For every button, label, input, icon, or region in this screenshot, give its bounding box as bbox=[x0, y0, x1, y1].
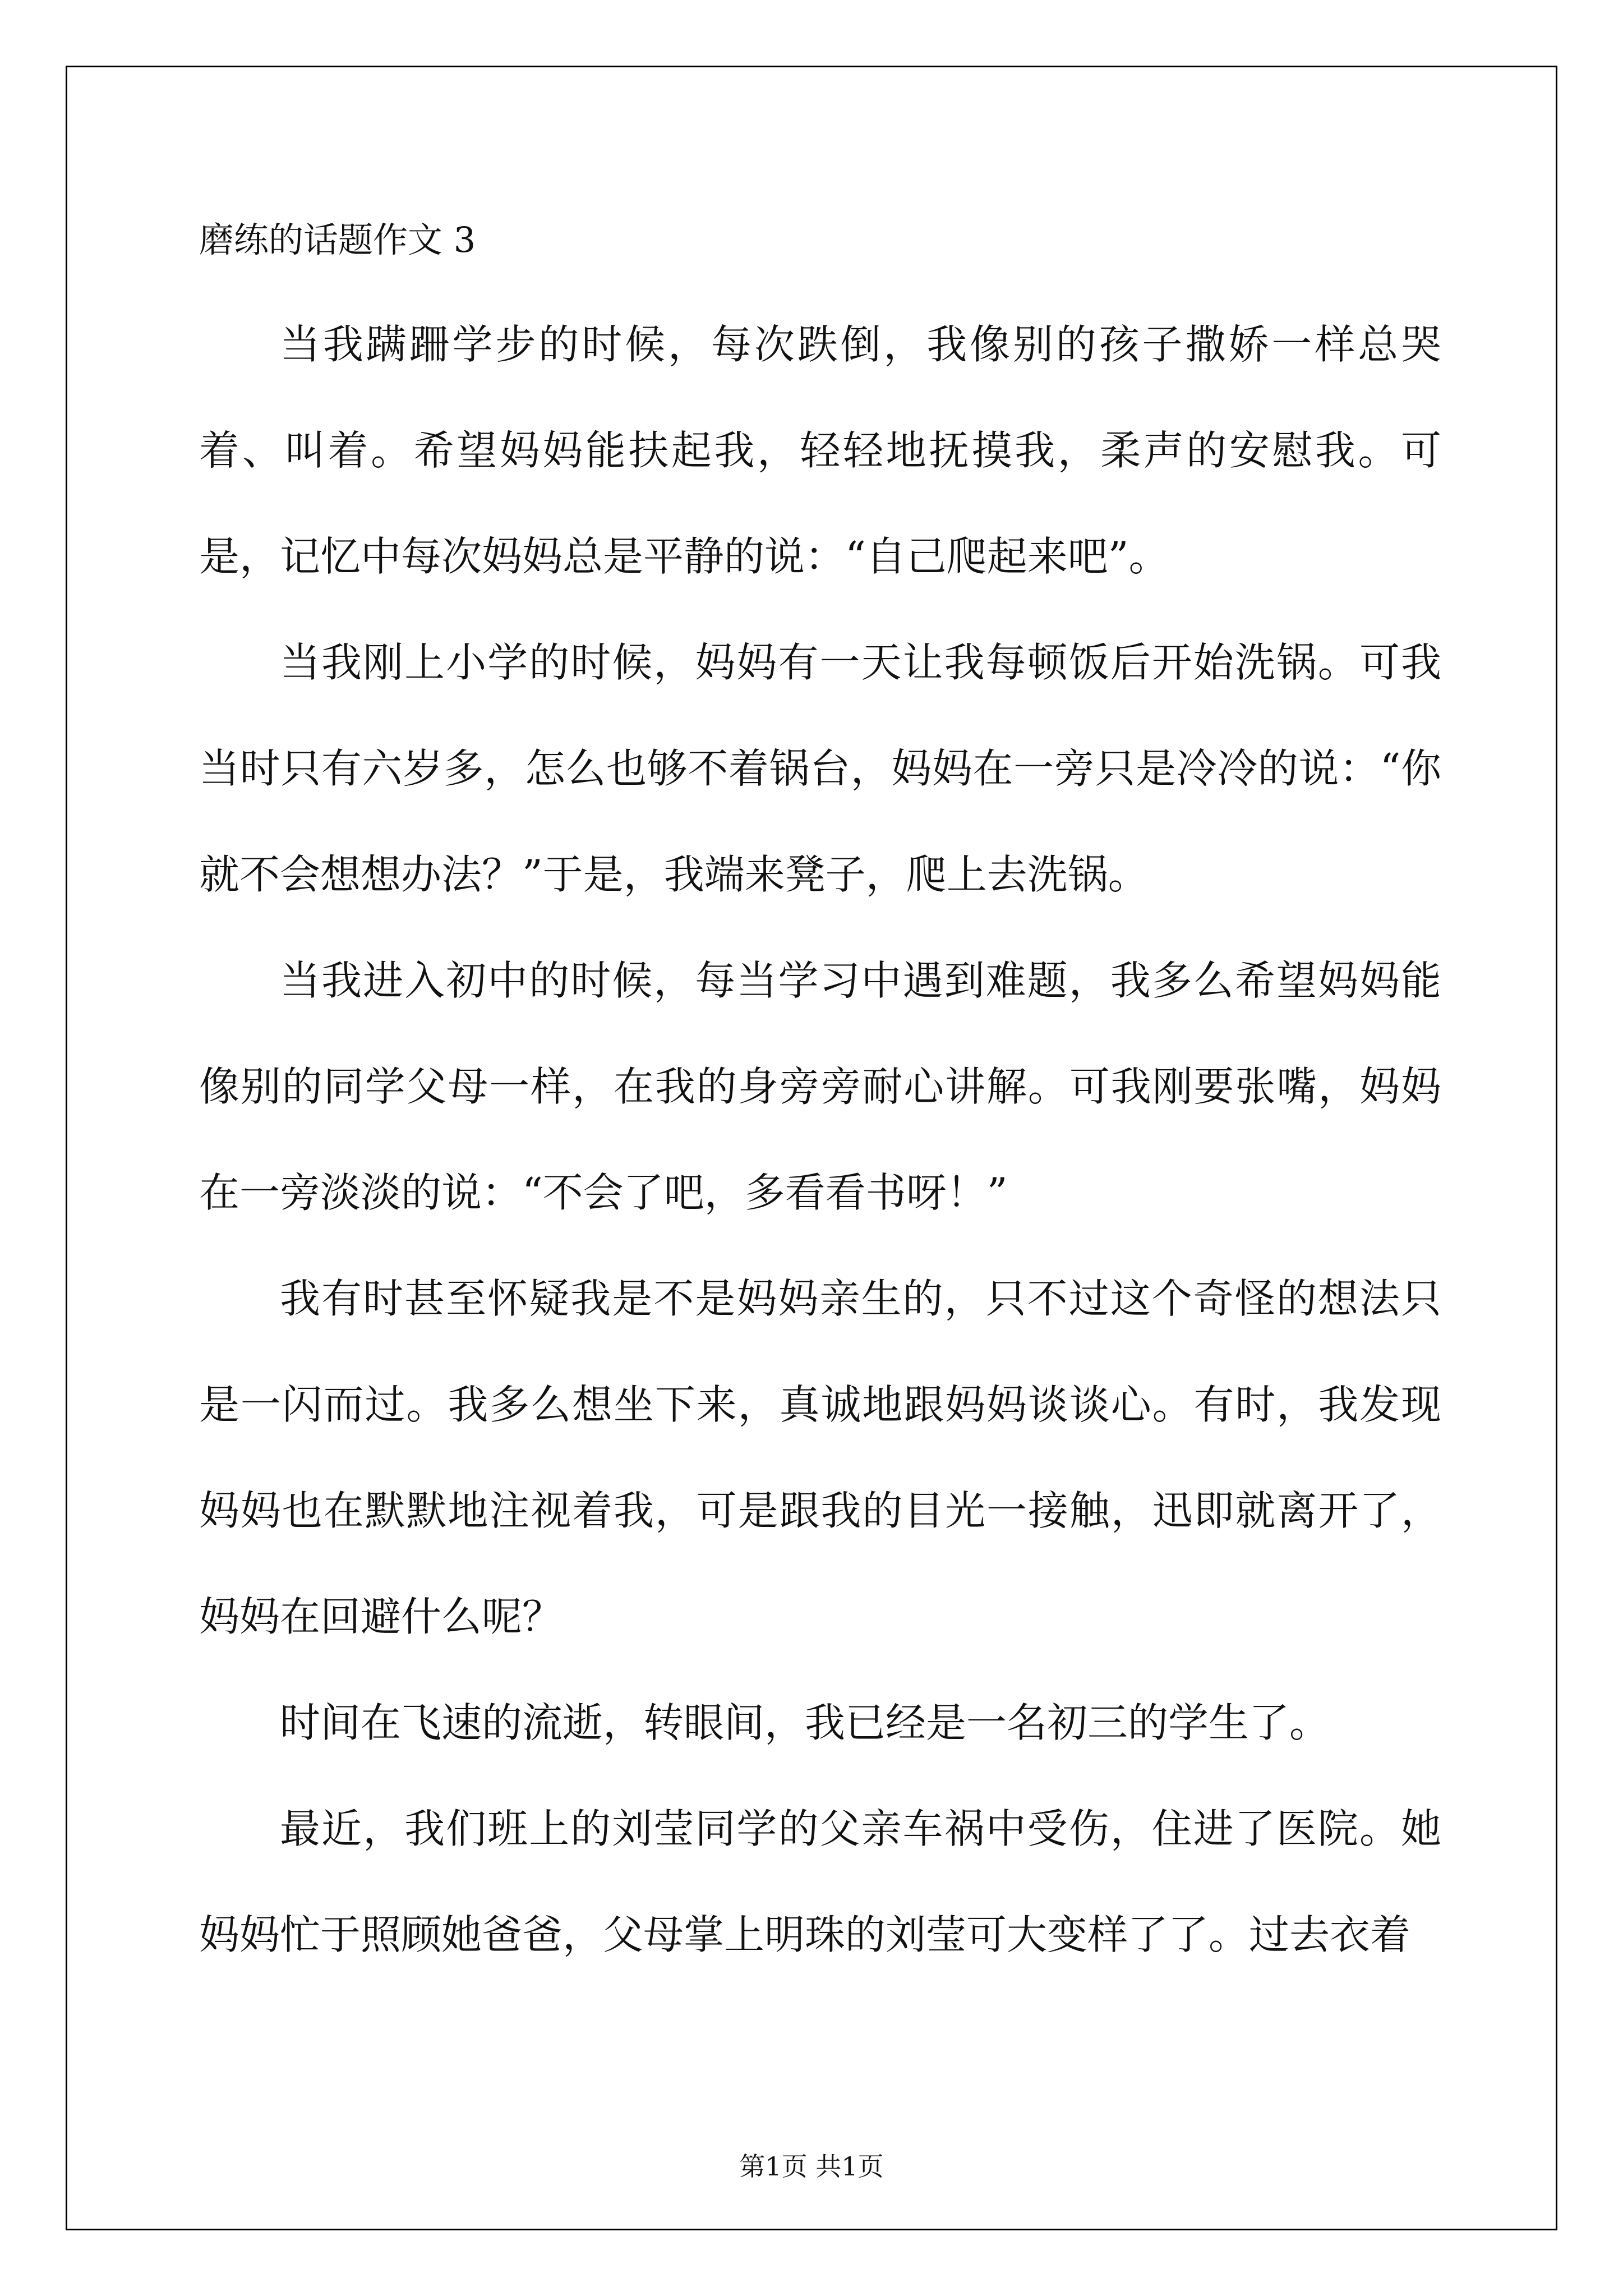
paragraph: 当我进入初中的时候，每当学习中遇到难题，我多么希望妈妈能像别的同学父母一样，在我的身旁旁耐心讲解。可我刚要张嘴，妈妈在一旁淡淡的说：“不会了吧，多看看书呀！” bbox=[199, 957, 1441, 1216]
document-body bbox=[199, 292, 1441, 1988]
paragraph: 最近，我们班上的刘莹同学的父亲车祸中受伤，住进了医院。她妈妈忙于照顾她爸爸，父母掌上明珠的刘莹可大变样了了。过去衣着 bbox=[199, 1805, 1441, 1958]
paragraph: 当我刚上小学的时候，妈妈有一天让我每顿饭后开始洗锅。可我当时只有六岁多，怎么也够不着锅台，妈妈在一旁只是冷冷的说：“你就不会想想办法？”于是，我端来凳子，爬上去洗锅。 bbox=[199, 639, 1441, 898]
paragraph: 我有时甚至怀疑我是不是妈妈亲生的，只不过这个奇怪的想法只是一闪而过。我多么想坐下来，真诚地跟妈妈谈谈心。有时，我发现妈妈也在默默地注视着我，可是跟我的目光一接触，迅即就离开了，妈妈在回避什么呢？ bbox=[199, 1275, 1441, 1640]
paragraph: 当我蹒跚学步的时候，每次跌倒，我像别的孩子撒娇一样总哭着、叫着。希望妈妈能扶起我，轻轻地抚摸我，柔声的安慰我。可是，记忆中每次妈妈总是平静的说：“自己爬起来吧”。 bbox=[199, 321, 1441, 580]
paragraph: 时间在飞速的流逝，转眼间，我已经是一名初三的学生了。 bbox=[280, 1699, 1330, 1746]
document-title: 磨练的话题作文 3 bbox=[199, 219, 476, 260]
page-footer: 第1页 共1页 bbox=[739, 2151, 884, 2182]
